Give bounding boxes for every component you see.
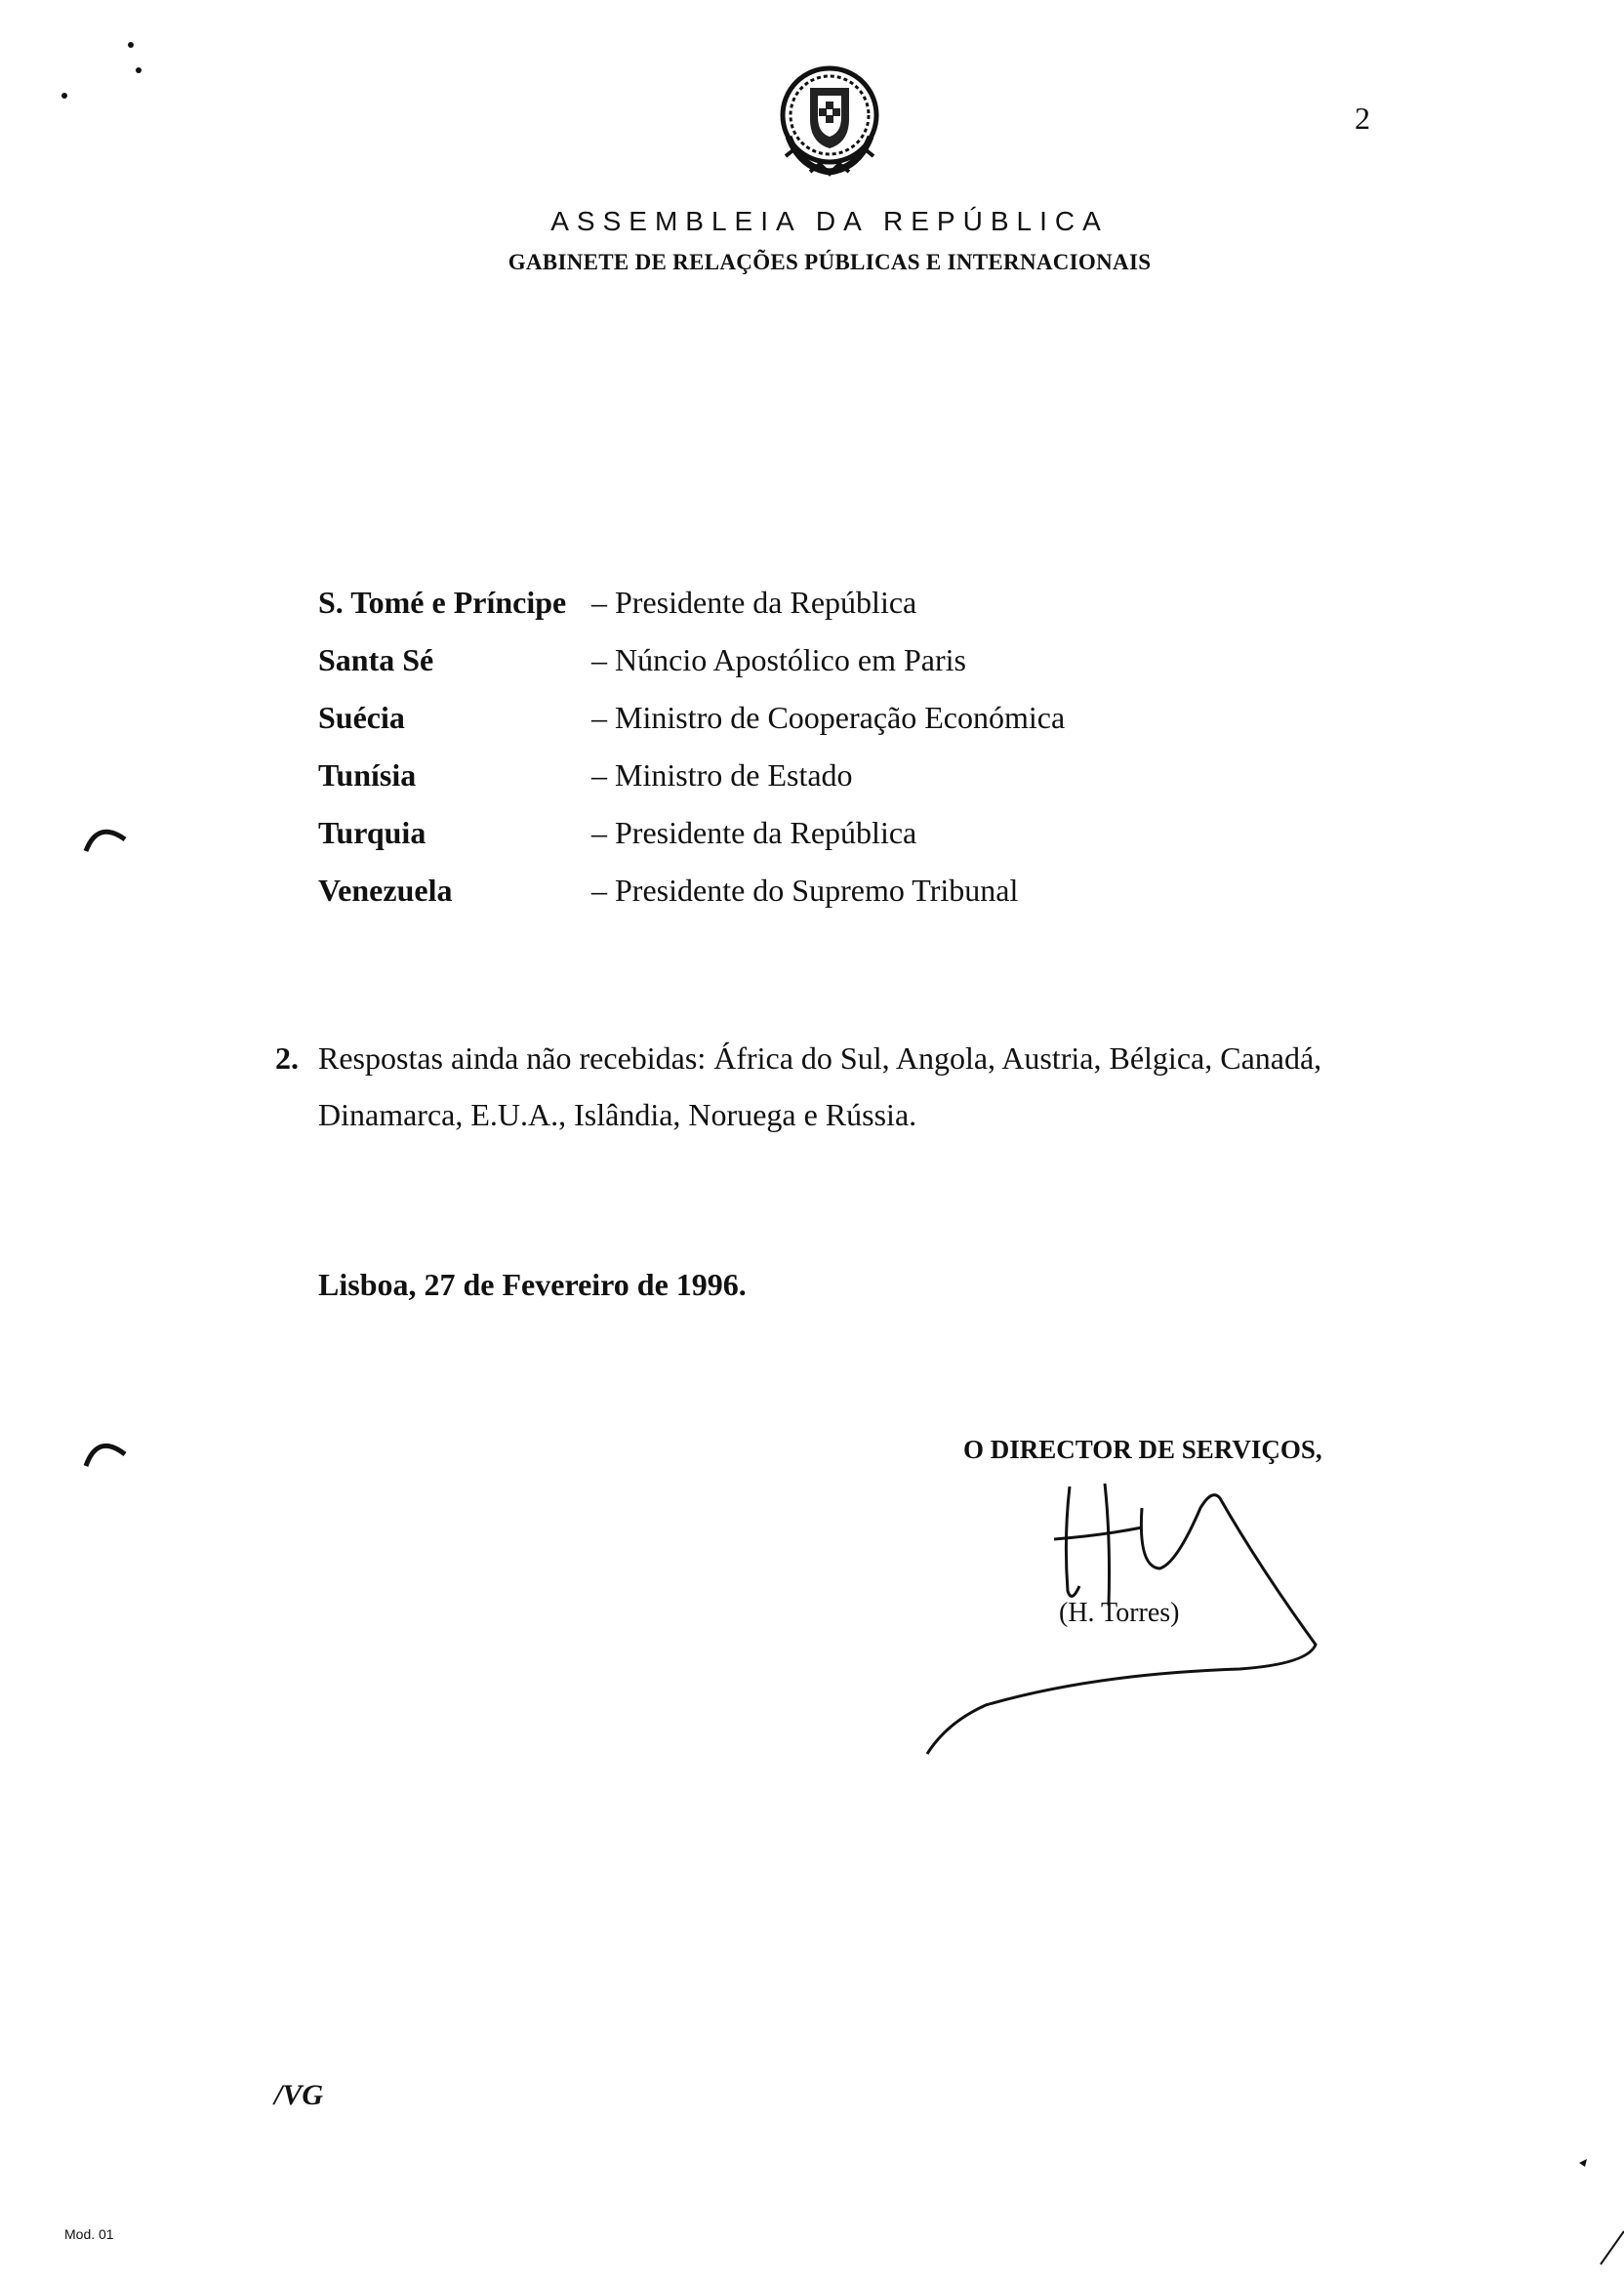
signatory-title: O DIRECTOR DE SERVIÇOS, <box>963 1435 1322 1464</box>
typist-initials: /VG <box>274 2079 324 2111</box>
form-code: Mod. 01 <box>64 2226 114 2242</box>
page-number: 2 <box>1355 101 1370 136</box>
list-item <box>318 574 1065 631</box>
country-name: S. Tomé e Príncipe <box>318 585 567 620</box>
pending-responses-paragraph <box>275 1030 1398 1143</box>
list-item <box>318 804 1065 862</box>
role-text: – Ministro de Estado <box>591 757 853 793</box>
role-text: – Presidente do Supremo Tribunal <box>591 873 1019 908</box>
place-and-date: Lisboa, 27 de Fevereiro de 1996. <box>318 1267 747 1302</box>
country-name: Tunísia <box>318 757 417 793</box>
country-name: Santa Sé <box>318 642 434 677</box>
organization-name: ASSEMBLEIA DA REPÚBLICA <box>550 206 1109 236</box>
list-item <box>318 689 1065 747</box>
country-name: Suécia <box>318 700 405 735</box>
responses-list <box>318 574 1065 919</box>
item-number: 2. <box>275 1040 299 1076</box>
coat-of-arms-icon <box>771 59 888 181</box>
country-name: Venezuela <box>318 873 453 908</box>
list-item <box>318 747 1065 804</box>
item-text: Respostas ainda não recebidas: África do Sul, Angola, Austria, Bélgica, Canadá, Dinamarca, E.U.A., Islândia, Noruega e Rússia. <box>318 1040 1322 1132</box>
role-text: – Núncio Apostólico em Paris <box>591 642 966 677</box>
role-text: – Ministro de Cooperação Económica <box>591 700 1066 735</box>
role-text: – Presidente da República <box>591 815 917 850</box>
list-item <box>318 631 1065 689</box>
department-name: GABINETE DE RELAÇÕES PÚBLICAS E INTERNACIONAIS <box>508 250 1152 274</box>
list-item <box>318 862 1065 919</box>
role-text: – Presidente da República <box>591 585 917 620</box>
country-name: Turquia <box>318 815 426 850</box>
signatory-name: (H. Torres) <box>1059 1598 1180 1628</box>
